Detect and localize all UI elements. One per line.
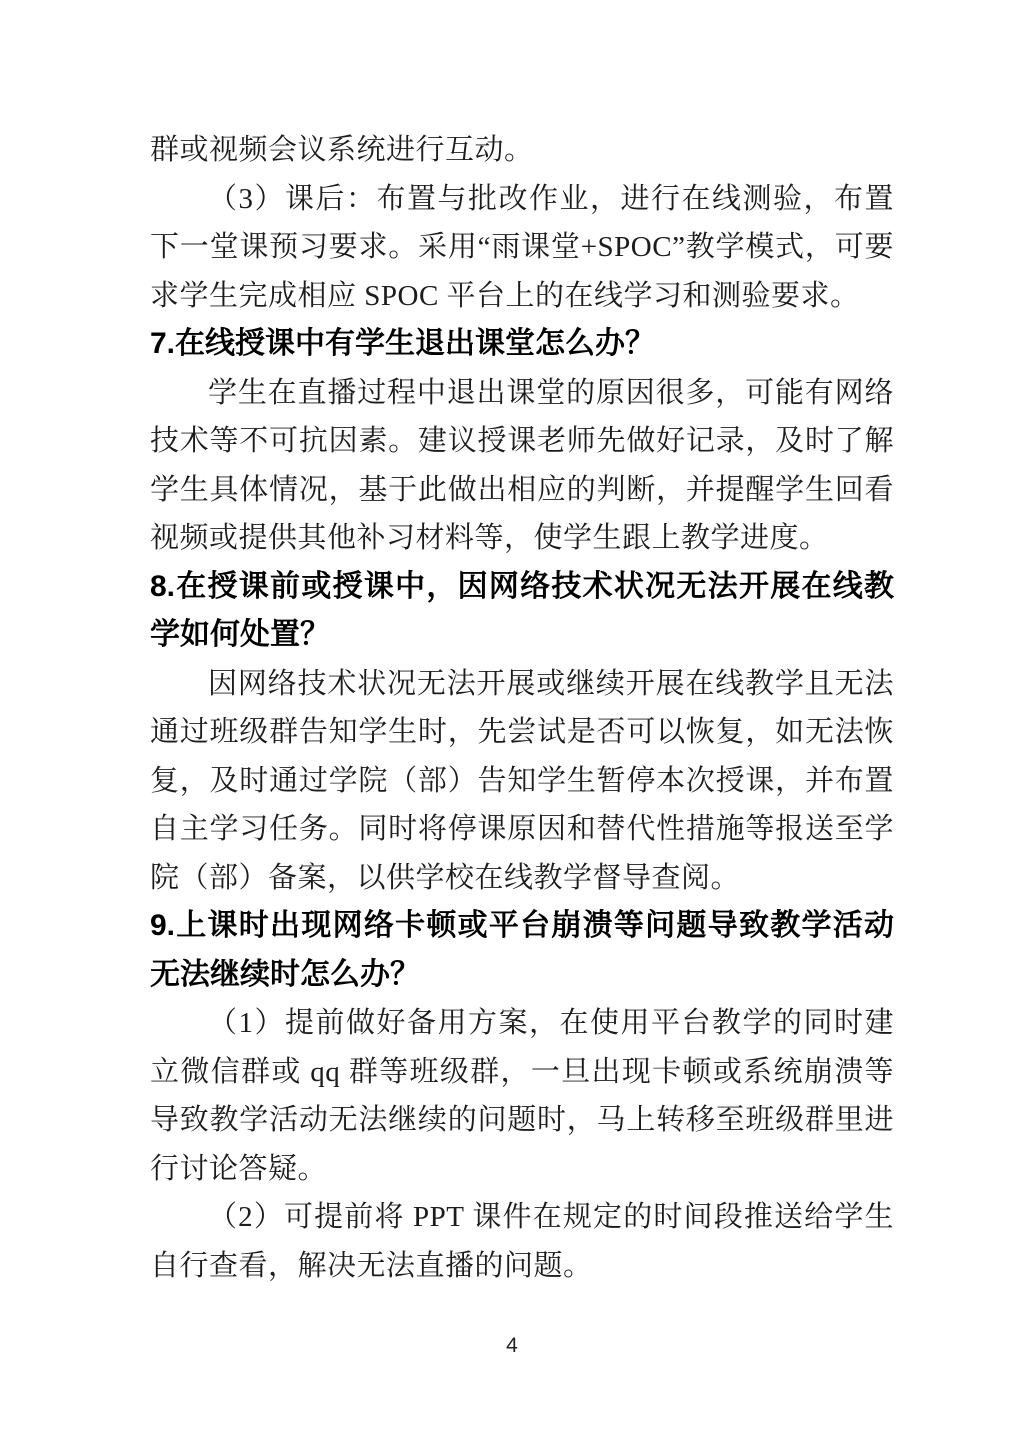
faq-heading-8: 8.在授课前或授课中，因网络技术状况无法开展在线教学如何处置？: [150, 569, 894, 651]
page-number: 4: [506, 1334, 518, 1357]
faq-answer-8: 因网络技术状况无法开展或继续开展在线教学且无法通过班级群告知学生时，先尝试是否可以恢复，如无法恢复，及时通过学院（部）告知学生暂停本次授课，并布置自主学习任务。同时将停课原因和替代性措施等报送至学院（部）备案，以供学校在线教学督导查阅。: [150, 667, 894, 894]
paragraph-item-3-after-class: （3）课后：布置与批改作业，进行在线测验，布置下一堂课预习要求。采用“雨课堂+SPOC”教学模式，可要求学生完成相应 SPOC 平台上的在线学习和测验要求。: [150, 182, 894, 312]
faq-heading-7: 7.在线授课中有学生退出课堂怎么办？: [150, 327, 656, 360]
document-content: [150, 126, 894, 1290]
faq-answer-9-item-1: （1）提前做好备用方案，在使用平台教学的同时建立微信群或 qq 群等班级群，一旦出现卡顿或系统崩溃等导致教学活动无法继续的问题时，马上转移至班级群里进行讨论答疑。: [150, 1007, 894, 1185]
faq-answer-7: 学生在直播过程中退出课堂的原因很多，可能有网络技术等不可抗因素。建议授课老师先做好记录，及时了解学生具体情况，基于此做出相应的判断，并提醒学生回看视频或提供其他补习材料等，使学生跟上教学进度。: [150, 376, 894, 554]
faq-heading-9: 9.上课时出现网络卡顿或平台崩溃等问题导致教学活动无法继续时怎么办？: [150, 909, 894, 991]
page-footer: [0, 1334, 1024, 1358]
paragraph-continuation: 群或视频会议系统进行互动。: [150, 134, 534, 166]
faq-answer-9-item-2: （2）可提前将 PPT 课件在规定的时间段推送给学生自行查看，解决无法直播的问题。: [150, 1201, 894, 1282]
